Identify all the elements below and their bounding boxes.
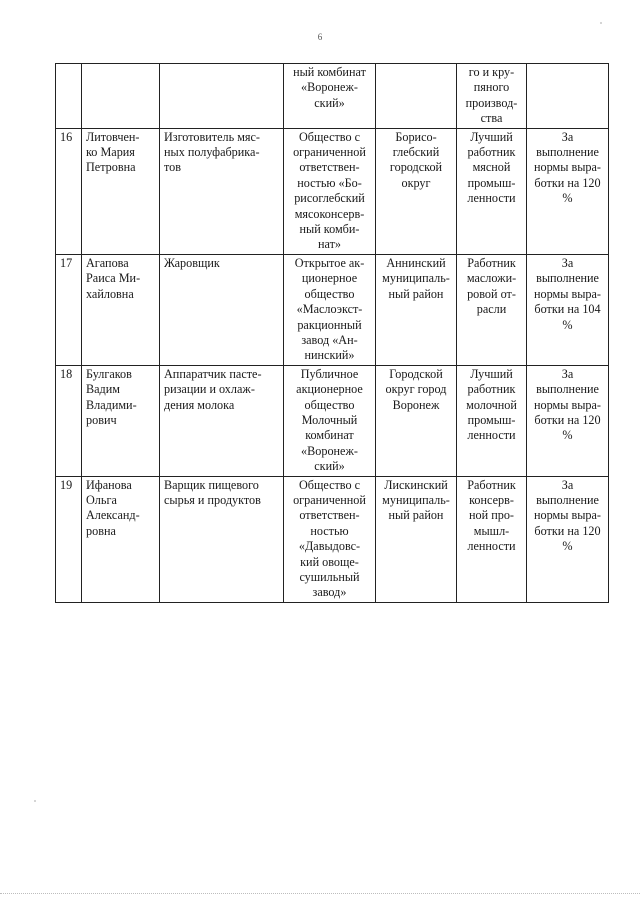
profession-cell: Жаровщик	[160, 254, 284, 365]
profession-cell: Варщик пищевого сырья и продуктов	[160, 476, 284, 602]
table-row	[56, 254, 609, 365]
scan-speck	[600, 22, 602, 24]
award-reason-cell: За выполнение нормы выра- ботки на 120 %	[527, 365, 609, 476]
page-number: 6	[317, 32, 323, 42]
district-cell: Аннинский муниципаль- ный район	[376, 254, 457, 365]
full-name-cell	[82, 64, 160, 129]
organization-cell: Публичное акционерное общество Молочный комбинат «Воронеж- ский»	[284, 365, 376, 476]
profession-cell: Аппаратчик пасте- ризации и охлаж- дения молока	[160, 365, 284, 476]
award-reason-cell: За выполнение нормы выра- ботки на 120 %	[527, 476, 609, 602]
district-cell	[376, 64, 457, 129]
scan-edge-rule	[0, 893, 640, 894]
table-row	[56, 365, 609, 476]
district-cell: Лискинский муниципаль- ный район	[376, 476, 457, 602]
organization-cell: ный комбинат «Воронеж- ский»	[284, 64, 376, 129]
row-number-cell: 17	[56, 254, 82, 365]
table-row	[56, 64, 609, 129]
row-number-cell: 16	[56, 128, 82, 254]
award-title-cell: го и кру- пяного производ- ства	[457, 64, 527, 129]
district-cell: Борисо- глебский городской округ	[376, 128, 457, 254]
award-reason-cell	[527, 64, 609, 129]
scan-speck	[34, 800, 36, 802]
award-title-cell: Работник масложи- ровой от- расли	[457, 254, 527, 365]
organization-cell: Открытое ак- ционерное общество «Маслоэкст- ракционный завод «Ан- нинский»	[284, 254, 376, 365]
full-name-cell: Агапова Раиса Ми- хайловна	[82, 254, 160, 365]
profession-cell: Изготовитель мяс- ных полуфабрика- тов	[160, 128, 284, 254]
table-row	[56, 128, 609, 254]
award-title-cell: Лучший работник мясной промыш- ленности	[457, 128, 527, 254]
full-name-cell: Булгаков Вадим Владими- рович	[82, 365, 160, 476]
awards-table	[55, 63, 609, 603]
row-number-cell	[56, 64, 82, 129]
organization-cell: Общество с ограниченной ответствен- ностью «Давыдовс- кий овоще- сушильный завод»	[284, 476, 376, 602]
award-reason-cell: За выполнение нормы выра- ботки на 104 %	[527, 254, 609, 365]
full-name-cell: Литовчен- ко Мария Петровна	[82, 128, 160, 254]
award-title-cell: Работник консерв- ной про- мышл- ленности	[457, 476, 527, 602]
row-number-cell: 19	[56, 476, 82, 602]
full-name-cell: Ифанова Ольга Александ- ровна	[82, 476, 160, 602]
table-row	[56, 476, 609, 602]
district-cell: Городской округ город Воронеж	[376, 365, 457, 476]
organization-cell: Общество с ограниченной ответствен- ностью «Бо- рисоглебский мясоконсерв- ный комби- нат»	[284, 128, 376, 254]
row-number-cell: 18	[56, 365, 82, 476]
award-reason-cell: За выполнение нормы выра- ботки на 120 %	[527, 128, 609, 254]
award-title-cell: Лучший работник молочной промыш- ленности	[457, 365, 527, 476]
profession-cell	[160, 64, 284, 129]
